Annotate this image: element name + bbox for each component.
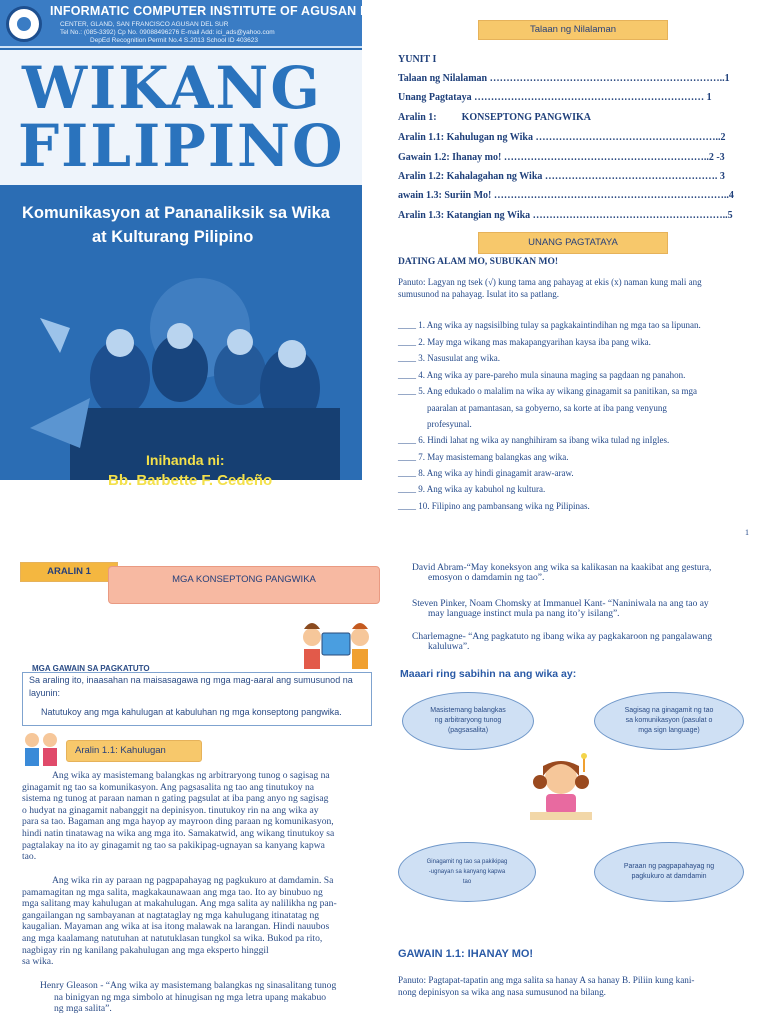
toc-entry[interactable]: Aralin 1.3: Katangian ng Wika …………………………………………………..5 xyxy=(398,210,733,221)
lesson-tag: ARALIN 1 xyxy=(20,562,118,582)
quote-abram: David Abram-“May koneksyon ang wika sa kalikasan na kaakibat ang gestura, emosyon o damdamin ng tao”. xyxy=(412,563,712,583)
concept-cloud: Sagisag na ginagamit ng tao sa komunikasyon (pasulat o mga sign language) xyxy=(594,692,744,750)
book-cover xyxy=(0,0,417,489)
pretest-item: ____ 6. Hindi lahat ng wika ay nanghihiram sa ibang wika tulad ng inIgles. xyxy=(398,435,670,445)
toc-banner: Talaan ng Nilalaman xyxy=(478,20,668,40)
cover-title-line2: FILIPINO xyxy=(18,112,345,180)
toc-entry[interactable]: Unang Pagtataya …………………………………………………………… 1 xyxy=(398,92,712,103)
pretest-heading: DATING ALAM MO, SUBUKAN MO! xyxy=(398,257,559,267)
author-name: Bb. Barbette F. Cedeño xyxy=(108,472,273,489)
school-logo-icon xyxy=(6,6,42,42)
pretest-item: ____ 9. Ang wika ay kabuhol ng kultura. xyxy=(398,484,546,494)
clouds-heading: Maaari ring sabihin na ang wika ay: xyxy=(400,668,577,680)
kids-computer-icon xyxy=(300,615,372,673)
objectives-text: layunin: xyxy=(29,688,61,698)
pretest-instructions: Panuto: Lagyan ng tsek (√) kung tama ang pahayag at ekis (x) naman kung mali ang xyxy=(398,277,702,287)
girl-writing-icon xyxy=(518,752,604,832)
kids-icon xyxy=(20,730,64,768)
gawain-heading: GAWAIN 1.1: IHANAY MO! xyxy=(398,948,534,960)
toc-entry[interactable]: Aralin 1.1: Kahulugan ng Wika ………………………………………………..2 xyxy=(398,132,726,143)
pretest-item: ____ 10. Filipino ang pambansang wika ng Pilipinas. xyxy=(398,501,590,511)
lesson-title: MGA KONSEPTONG PANGWIKA xyxy=(108,566,380,604)
prepared-by-label: Inihanda ni: xyxy=(146,452,225,468)
pretest-item: ____ 3. Nasusulat ang wika. xyxy=(398,353,500,363)
cover-subtitle-line2: at Kulturang Pilipino xyxy=(92,228,254,246)
quote-gleason: Henry Gleason - “Ang wika ay masistemang balangkas ng sinasalitang tunog na binigyan ng mga simbolo at hinugisan ng mga letra upang makabuo ng mga salita”. xyxy=(40,980,337,1015)
sub-lesson-tag: Aralin 1.1: Kahulugan xyxy=(66,740,202,762)
address-line: Tel No.: (085-3392) Cp No. 09088496276 E-mail Add: ici_ads@yahoo.com xyxy=(60,29,275,36)
toc-entry[interactable]: Aralin 1.2: Kahalagahan ng Wika ……………………………………………. 3 xyxy=(398,171,725,182)
toc-entry[interactable]: Talaan ng Nilalaman ……………………………………………………………..1 xyxy=(398,73,730,84)
objectives-text: Sa araling ito, inaasahan na maisasagawa ng mga mag-aaral ang sumusunod na xyxy=(29,675,353,685)
pretest-item-cont: paaralan at pamantasan, sa gobyerno, sa korte at iba pang venyung xyxy=(427,403,667,413)
pretest-banner: UNANG PAGTATAYA xyxy=(478,232,668,254)
quote-pinker: Steven Pinker, Noam Chomsky at Immanuel Kant- “Naniniwala na ang tao ay may language instinct mula pa nang ito’y isilang”. xyxy=(412,599,709,619)
lesson-paragraph-1: Ang wika ay masistemang balangkas ng arbitraryong tunog o sagisag na ginagamit ng tao sa komunikasyon. Ang pagsasalita ng tao ang tinutukoy na sistema ng tunog at paraan naman n gating pagsulat at iba pang anyo ng sagisag o hudyat na ginagamit nabanggit na depinisyon. tinutukoy rin na ang wika ay para sa tao. Bagaman ang mga hayop ay mayroon ding paraan ng komunikasyon, hindi natin tinatawag na wika ang mga ito. Samakatwid, ang wikang tinutukoy sa pagtalakay na ito ay ginagamit ng tao sa pakikipag-ugnayan sa kanyang kapwa tao. xyxy=(22,770,335,863)
page-number: 1 xyxy=(745,528,749,537)
pretest-instructions: sumusunod na pahayag. Isulat ito sa patlang. xyxy=(398,289,559,299)
activities-heading: MGA GAWAIN SA PAGKATUTO xyxy=(32,664,150,673)
concept-cloud: Masistemang balangkas ng arbitraryong tunog (pagsasalita) xyxy=(402,692,534,750)
gawain-instructions: Panuto: Pagtapat-tapatin ang mga salita sa hanay A sa hanay B. Piliin kung kani- xyxy=(398,975,695,985)
address-line: CENTER, GLAND, SAN FRANCISCO AGUSAN DEL SUR xyxy=(60,21,229,28)
institute-name: INFORMATIC COMPUTER INSTITUTE OF AGUSAN DEL SUR xyxy=(50,4,417,18)
pretest-item-cont: profesyunal. xyxy=(427,419,472,429)
lesson-paragraph-2: Ang wika rin ay paraan ng pagpapahayag ng pagkukuro at damdamin. Sa pamamagitan ng mga salita, magkakaunawaan ang mga tao. Ito ay binubuo ng mga salitang may kahulugan at makahulugan. Ang mga salita ay nalilikha ng pan- gangailangan ng sambayanan at nagtataglay ng mga kahulugang itinatatag ng kaugalian. Mayaman ang wika at isa itong malawak na larangan. Hindi nauubos ang mga kaalamang natutuhan at natutuklasan tungkol sa wika. Bukod pa rito, nagbigay rin ng kanilang pakahulugan ang mga eksperto hinggil sa wika. xyxy=(22,875,337,968)
objectives-box xyxy=(22,672,372,726)
pretest-item: ____ 7. May masistemang balangkas ang wika. xyxy=(398,452,569,462)
objective-item: Natutukoy ang mga kahulugan at kabuluhan ng mga konseptong pangwika. xyxy=(41,707,342,717)
address-line: DepEd Recognition Permit No.4 S.2013 School ID 403623 xyxy=(90,37,259,44)
pretest-item: ____ 8. Ang wika ay hindi ginagamit araw-araw. xyxy=(398,468,574,478)
quote-charlemagne: Charlemagne- “Ang pagkatuto ng ibang wika ay pagkakaroon ng pangalawang kaluluwa”. xyxy=(412,632,712,652)
toc-entry[interactable]: awain 1.3: Suriin Mo! ……………………………………………………………..4 xyxy=(398,190,734,201)
cover-title-line1: WIKANG xyxy=(22,54,322,122)
toc-unit: YUNIT I xyxy=(398,54,437,65)
pretest-item: ____ 2. May mga wikang mas makapangyarihan kaysa iba pang wika. xyxy=(398,337,651,347)
pretest-item: ____ 5. Ang edukado o malalim na wika ay wikang ginagamit sa panitikan, sa mga xyxy=(398,386,697,396)
toc-entry[interactable]: Aralin 1: KONSEPTONG PANGWIKA xyxy=(398,112,591,123)
gawain-instructions: nong depinisyon sa wika ang nasa sumusunod na bilang. xyxy=(398,987,606,997)
toc-entry[interactable]: Gawain 1.2: Ihanay mo! ……………………………………………………..2 -3 xyxy=(398,152,725,163)
concept-cloud: Ginagamit ng tao sa pakikipag -ugnayan sa kanyang kapwa tao xyxy=(398,842,536,902)
pretest-item: ____ 1. Ang wika ay nagsisilbing tulay sa pagkakaintindihan ng mga tao sa lipunan. xyxy=(398,320,701,330)
cover-subtitle-line1: Komunikasyon at Pananaliksik sa Wika xyxy=(22,204,330,222)
pretest-item: ____ 4. Ang wika ay pare-pareho mula sinauna maging sa pagdaan ng panahon. xyxy=(398,370,686,380)
concept-cloud: Paraan ng pagpapahayag ng pagkukuro at damdamin xyxy=(594,842,744,902)
